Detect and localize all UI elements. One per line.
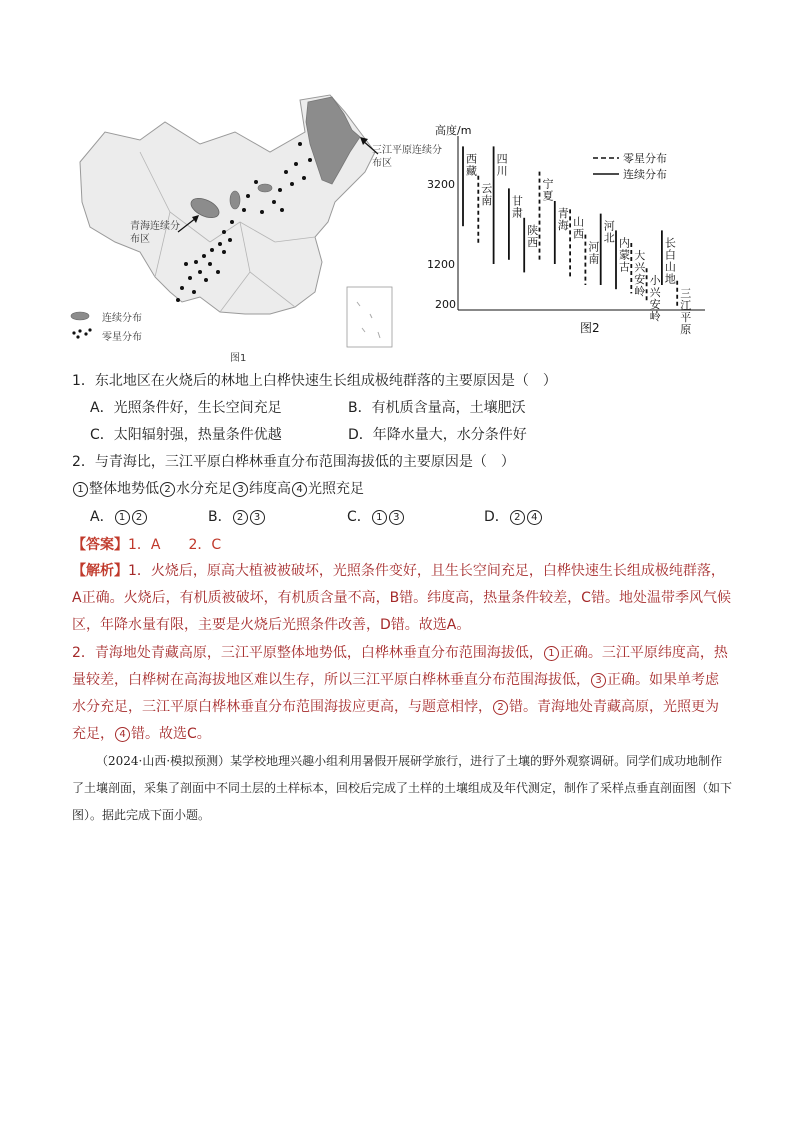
range-label-内蒙古: 蒙 <box>619 248 630 262</box>
q2-option-d: D． 2 4 <box>484 507 543 527</box>
range-label-山西: 西 <box>573 227 585 241</box>
south-sea-inset <box>347 287 392 347</box>
legend-scattered-text: 零星分布 <box>623 152 667 165</box>
range-label-山西: 山 <box>573 215 585 229</box>
range-label-西藏: 藏 <box>466 164 477 178</box>
legend-scattered-label: 零星分布 <box>102 332 142 343</box>
legend-continuous-swatch <box>71 312 89 320</box>
answer-tag: 【答案】 <box>72 537 128 553</box>
range-label-三江平原: 平 <box>680 310 692 324</box>
range-label-长白山地: 地 <box>664 272 676 286</box>
q2-stem: 2．与青海比，三江平原白桦林垂直分布范围海拔低的主要原因是（ ） <box>72 454 515 470</box>
figure2-caption: 图2 <box>580 321 600 335</box>
range-label-长白山地: 白 <box>664 248 676 262</box>
answer-text: 1．A 2．C <box>128 537 222 553</box>
range-label-大兴安岭: 大 <box>634 249 646 262</box>
q1-option-c: C．太阳辐射强，热量条件优越 <box>90 427 282 443</box>
small-continuous-area-2 <box>258 184 272 192</box>
range-label-三江平原: 原 <box>680 322 692 336</box>
range-label-陕西: 陕 <box>527 223 539 237</box>
figure2-chart <box>425 118 715 343</box>
q2-option-a: A． 1 2 <box>90 507 148 527</box>
range-label-长白山地: 长 <box>664 236 676 250</box>
range-label-宁夏: 夏 <box>542 189 554 203</box>
legend-continuous-label: 连续分布 <box>102 313 142 324</box>
legend-continuous-text: 连续分布 <box>623 168 667 181</box>
range-label-四川: 川 <box>496 164 508 178</box>
analysis-p1: 【解析】1．火烧后，原高大植被被破坏，光照条件变好，且生长空间充足，白桦快速生长组成极纯群落，A正确。火烧后，有机质被破坏，有机质含量不高，B错。纬度高，热量条件较差，C错。地处温带季风气候区，年降水量有限，主要是火烧后光照条件改善，D错。故选A。 <box>72 563 731 633</box>
q1-option-a: A．光照条件好，生长空间充足 <box>90 400 282 416</box>
range-label-河北: 河 <box>603 219 615 233</box>
sanjiang-label: 三江平原连续分布区 <box>372 145 442 169</box>
q1-option-d: D．年降水量大，水分条件好 <box>348 427 527 443</box>
range-label-三江平原: 江 <box>680 298 692 312</box>
range-label-河南: 南 <box>588 252 600 266</box>
range-label-大兴安岭: 兴 <box>634 261 646 274</box>
q2-option-b: B． 2 3 <box>208 507 266 527</box>
y-tick-label-1200: 1200 <box>427 258 455 271</box>
analysis-tag: 【解析】 <box>72 563 128 579</box>
next-passage-intro: （2024·山西·模拟预测）某学校地理兴趣小组利用暑假开展研学旅行，进行了土壤的野外观察调研。同学们成功地制作了土壤剖面，采集了剖面中不同土层的土样标本，回校后完成了土样的土壤组成及年代测定，制作了采样点垂直剖面图（如下图）。据此完成下面小题。 <box>72 754 733 822</box>
range-label-河北: 北 <box>603 231 615 245</box>
range-label-云南: 南 <box>481 193 493 207</box>
range-label-甘肃: 肃 <box>511 206 523 220</box>
range-label-青海: 海 <box>557 219 569 232</box>
range-label-三江平原: 三 <box>680 286 692 300</box>
range-label-陕西: 西 <box>527 235 539 249</box>
analysis-p2: 2．青海地处青藏高原，三江平原整体地势低，白桦林垂直分布范围海拔低， 1 正确。三江平原纬度高，热量较差，白桦树在高海拔地区难以生存，所以三江平原白桦林垂直分布范围海拔低， 3 正确。如果单考虑水分充足，三江平原白桦林垂直分布范围海拔应更高，与题意相悖， 2 错。青海地处青藏高原，光照更为充足， 4 错。故选C。 <box>72 645 728 742</box>
range-label-四川: 四 <box>496 152 508 166</box>
y-tick-label-200: 200 <box>435 298 456 311</box>
qinghai-label: 青海连续分布区 <box>130 221 180 245</box>
range-label-云南: 云 <box>481 181 493 195</box>
range-label-内蒙古: 古 <box>619 260 630 274</box>
range-label-内蒙古: 内 <box>619 236 630 250</box>
small-continuous-area-1 <box>230 191 240 209</box>
range-label-小兴安岭: 小 <box>649 274 661 288</box>
q2-option-c: C． 1 3 <box>347 507 405 527</box>
y-axis-title: 高度/m <box>435 124 472 137</box>
range-label-大兴安岭: 岭 <box>634 285 646 298</box>
figure1-caption: 图1 <box>230 353 247 364</box>
range-label-青海: 青 <box>557 207 569 220</box>
range-label-小兴安岭: 岭 <box>649 310 661 324</box>
range-label-西藏: 西 <box>466 152 477 166</box>
range-label-河南: 河 <box>588 240 600 254</box>
range-label-小兴安岭: 兴 <box>649 286 661 300</box>
range-label-宁夏: 宁 <box>542 177 554 191</box>
range-label-长白山地: 山 <box>664 260 676 274</box>
range-label-小兴安岭: 安 <box>649 298 661 312</box>
q1-stem: 1．东北地区在火烧后的林地上白桦快速生长组成极纯群落的主要原因是（ ） <box>72 373 557 389</box>
range-label-甘肃: 甘 <box>511 194 523 208</box>
range-label-大兴安岭: 安 <box>634 273 646 286</box>
answer-line <box>72 535 221 555</box>
legend-scattered-swatch <box>72 328 91 338</box>
y-tick-label-3200: 3200 <box>427 178 455 191</box>
q2-statements: 1 整体地势低 2 水分充足 3 纬度高 4 光照充足 <box>72 479 364 499</box>
q1-option-b: B．有机质含量高，土壤肥沃 <box>348 400 526 416</box>
